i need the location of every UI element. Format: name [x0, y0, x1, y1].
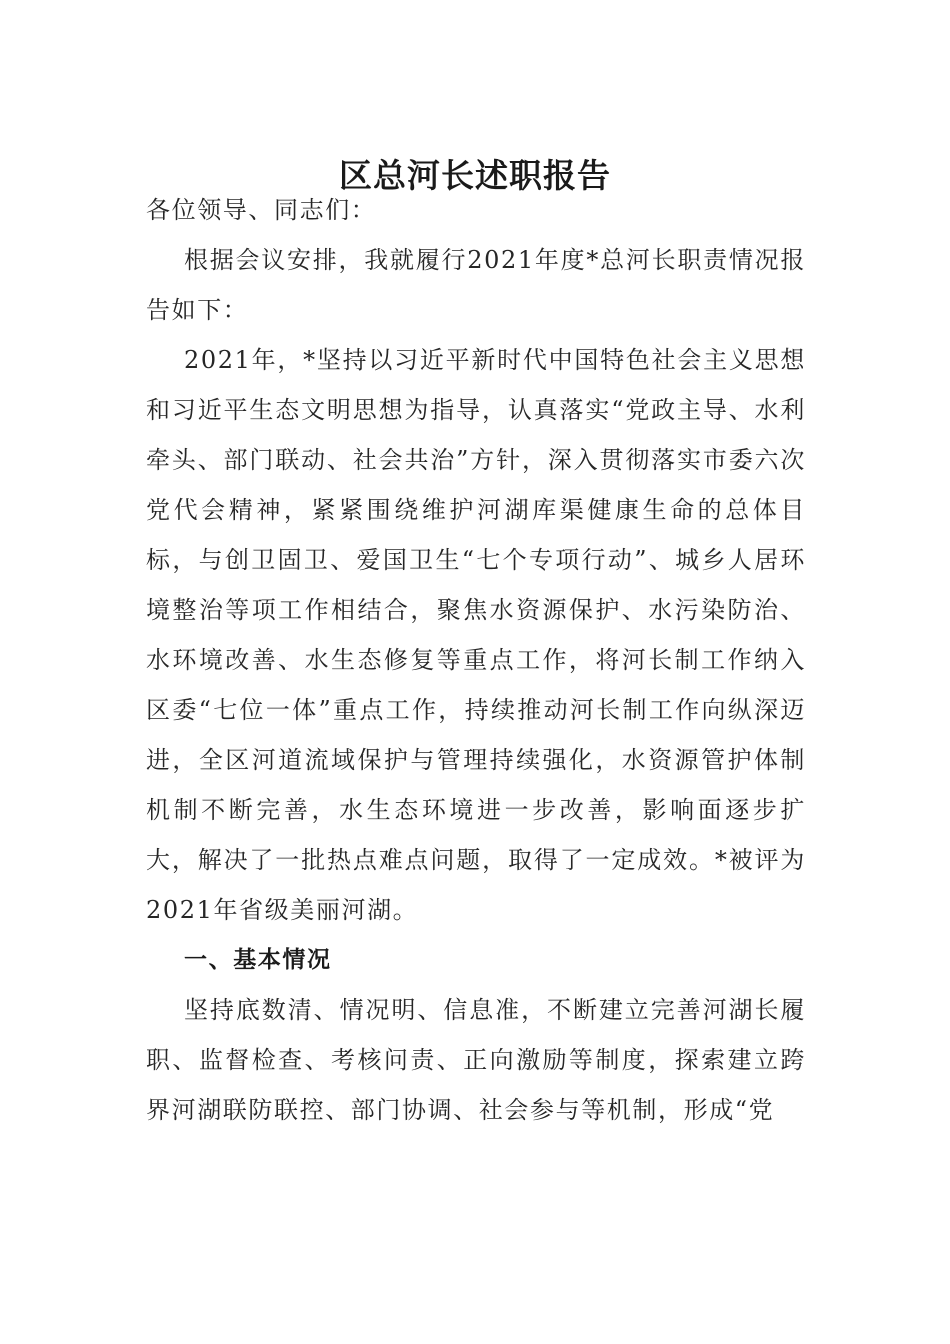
- section-paragraph: 坚持底数清、情况明、信息准，不断建立完善河湖长履职、监督检查、考核问责、正向激励等制度，探索建立跨界河湖联防联控、部门协调、社会参与等机制，形成“党: [146, 996, 806, 1124]
- section-heading: 一、基本情况: [184, 947, 332, 973]
- paragraph-intro: 根据会议安排，我就履行2021年度*总河长职责情况报告如下：: [146, 246, 806, 324]
- page-title: 区总河长述职报告: [339, 156, 611, 195]
- salutation: 各位领导、同志们：: [146, 196, 377, 224]
- paragraph-summary: 2021年，*坚持以习近平新时代中国特色社会主义思想和习近平生态文明思想为指导，认真落实“党政主导、水利牵头、部门联动、社会共治”方针，深入贯彻落实市委六次党代会精神，紧紧围绕维护河湖库渠健康生命的总体目标，与创卫固卫、爱国卫生“七个专项行动”、城乡人居环境整治等项工作相结合，聚焦水资源保护、水污染防治、水环境改善、水生态修复等重点工作，将河长制工作纳入区委“七位一体”重点工作，持续推动河长制工作向纵深迈进，全区河道流域保护与管理持续强化，水资源管护体制机制不断完善，水生态环境进一步改善，影响面逐步扩大，解决了一批热点难点问题，取得了一定成效。*被评为2021年省级美丽河湖。: [146, 346, 806, 924]
- document-body: [146, 185, 806, 1135]
